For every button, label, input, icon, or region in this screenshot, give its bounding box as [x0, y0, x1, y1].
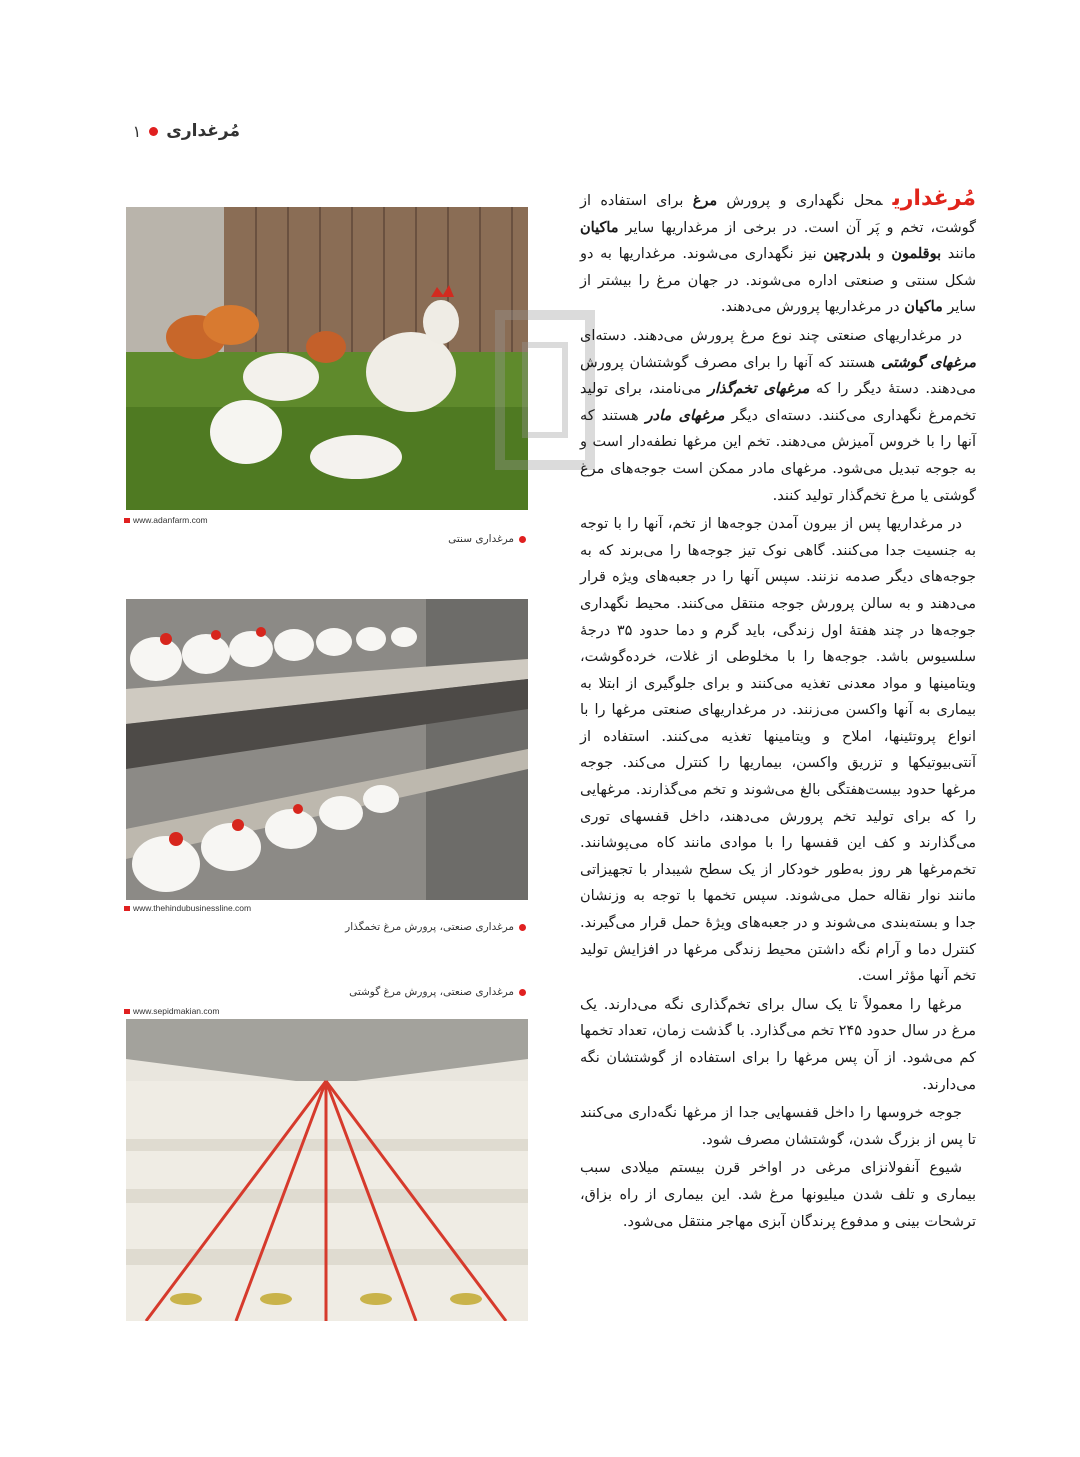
bold-term: ماکیان: [904, 298, 943, 316]
emphasized-term: مرغهای مادر: [645, 406, 725, 424]
text-run: نیز نگهداری می‌شوند. مرغداریها به دو شکل سنتی و صنعتی اداره می‌شوند. در جهان مرغ را بیشتر از سایر: [580, 246, 976, 316]
article-paragraph-2: [580, 323, 976, 509]
photo-broiler-farm: [126, 1019, 528, 1321]
caption-bullet-icon: [519, 924, 526, 931]
bold-term: ماکیان: [580, 218, 619, 236]
photo-credit-text: www.sepidmakian.com: [133, 1006, 220, 1016]
text-run: هستند که آنها را با خروس آمیزش می‌دهند. تخم این مرغها نطفه‌دار است و به جوجه تبدیل می‌شود. مرغهای مادر ممکن است جوجه‌های مرغ گوشتی یا مرغ تخم‌گذار تولید کنند.: [580, 407, 976, 504]
photo-broiler-farm-image: [126, 1019, 528, 1321]
article-p2-runs: [580, 328, 976, 504]
photo-credit-3: [124, 1006, 219, 1016]
emphasized-term: مرغهای گوشتی: [881, 353, 976, 371]
bold-term: بلدرچین: [823, 245, 872, 263]
text-run: در مرغداریهای صنعتی چند نوع مرغ پرورش می‌دهند. دسته‌ای: [580, 327, 962, 344]
photo-caption-2: [333, 921, 526, 933]
article-paragraph-1: [580, 186, 976, 321]
photo-traditional-farm: [126, 207, 528, 510]
emphasized-term: مرغهای تخم‌گذار: [707, 380, 810, 398]
photo-traditional-farm-image: [126, 207, 528, 510]
article-paragraph-5: جوجه خروسها را داخل قفسهایی جدا از مرغها نگه‌داری می‌کنند تا پس از بزرگ شدن، گوشتشان مصرف شود.: [580, 1105, 976, 1148]
photo-layer-farm: [126, 599, 528, 900]
article-p1-runs: [580, 193, 976, 315]
header-bullet-icon: [149, 127, 158, 136]
photo-caption-text: مرغداری سنتی: [448, 533, 514, 545]
article-headword: مُرغداری: [892, 186, 977, 211]
caption-bullet-icon: [519, 536, 526, 543]
text-run: هستند که آنها را برای مصرف گوشتشان پرورش می‌دهند. دستهٔ دیگر را که: [580, 354, 976, 398]
text-run: محل نگهداری و پرورش: [717, 193, 883, 209]
photo-caption-text: مرغداری صنعتی، پرورش مرغ گوشتی: [349, 986, 514, 998]
photo-credit-1: [124, 515, 208, 525]
credit-marker-icon: [124, 1009, 130, 1014]
article-paragraph-6: شیوع آنفولانزای مرغی در اواخر قرن بیستم میلادی سبب بیماری و تلف شدن میلیونها مرغ شد. این بیماری از راه بزاق، ترشحات بینی و مدفوع پرندگان آبزی مهاجر منتقل می‌شود.: [580, 1160, 976, 1230]
text-run: و: [871, 246, 892, 263]
text-run: برای استفاده از گوشت، تخم و پَر آن است. در برخی از مرغداریها سایر: [580, 193, 976, 236]
running-title: مُرغداری: [166, 121, 240, 141]
text-run: در مرغداریها پرورش می‌دهند.: [720, 299, 905, 316]
credit-marker-icon: [124, 906, 130, 911]
bold-term: مرغ: [692, 192, 718, 209]
photo-caption-text: مرغداری صنعتی، پرورش مرغ تخمگذار: [345, 921, 514, 933]
article-paragraph-3: در مرغداریها پس از بیرون آمدن جوجه‌ها از تخم، آنها را با توجه به جنسیت جدا می‌کنند. گاهی نوک تیز جوجه‌ها را می‌برند که به جوجه‌های دیگر صدمه نزنند. سپس آنها را در جعبه‌های ویژه قرار می‌دهند و به سالن پرورش جوجه منتقل می‌کنند. محیط نگهداری جوجه‌ها در چند هفتهٔ اول زندگی، باید گرم و دما حدود ۳۵ درجهٔ سلسیوس باشد. جوجه‌ها را با مخلوطی از غلات، خرده‌گوشت، ویتامینها و مواد معدنی تغذیه می‌کنند و برای جلوگیری از ابتلا به بیماری به آنها واکسن می‌زنند. در مرغداریهای صنعتی مرغها را با انواع پروتئینها، املاح و ویتامینها تغذیه می‌کنند. استفاده از آنتی‌بیوتیکها و تزریق واکسن، بیماریها را کنترل می‌کند. جوجه مرغها حدود بیست‌هفتگی بالغ می‌شوند و تخم می‌گذارند. مرغهایی را که برای تولید تخم پرورش می‌دهند، داخل قفسهای توری می‌گذارند و کف این قفسها را با موادی مانند کاه می‌پوشانند. تخم‌مرغها هر روز به‌طور خودکار از یک سطح شیبدار با تجهیزاتی مانند نوار نقاله حمل می‌شوند. سپس تخمها با توجه به وزنشان جدا و بسته‌بندی می‌شوند و در جعبه‌های ویژهٔ حمل قرار می‌گیرند. کنترل دما و آرام نگه داشتن محیط زندگی مرغها در افزایش تولید تخم آنها مؤثر است.: [580, 516, 976, 985]
caption-bullet-icon: [519, 989, 526, 996]
photo-credit-text: www.thehindubusinessline.com: [133, 903, 252, 913]
article-paragraph-4: مرغها را معمولاً تا یک سال برای تخم‌گذاری نگه می‌دارند. یک مرغ در سال حدود ۲۴۵ تخم می‌گذارد. با گذشت زمان، تعداد تخمها کم می‌شود. از آن پس مرغها را برای استفاده از گوشتشان نگه می‌دارند.: [580, 996, 977, 1093]
text-run: مانند: [941, 246, 976, 263]
page-header: [120, 118, 240, 144]
credit-marker-icon: [124, 518, 130, 523]
photo-caption-3: [348, 986, 526, 998]
article-body: [580, 186, 976, 1237]
photo-layer-farm-image: [126, 599, 528, 900]
page-number: ۱: [132, 121, 142, 141]
bold-term: بوقلمون: [891, 245, 942, 263]
photo-caption-1: [440, 533, 526, 545]
photo-credit-text: www.adanfarm.com: [133, 515, 208, 525]
text-run: می‌نامند، برای تولید تخم‌مرغ نگهداری می‌کنند. دسته‌ای دیگر: [580, 381, 977, 424]
photo-credit-2: [124, 903, 251, 913]
